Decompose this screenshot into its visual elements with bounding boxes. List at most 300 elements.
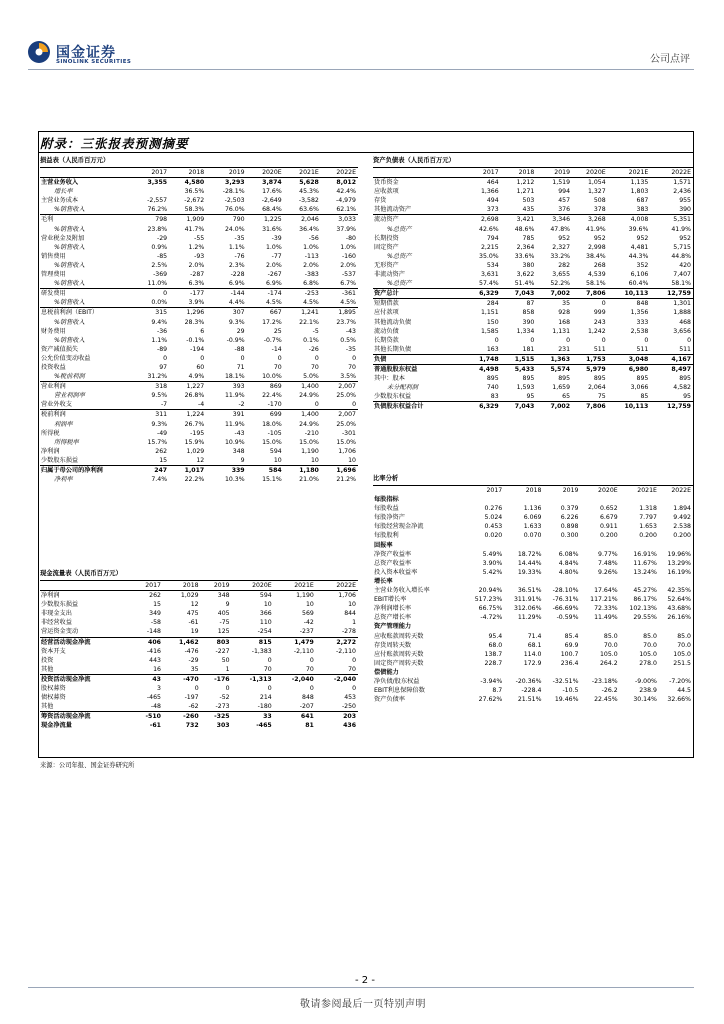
row-label: 非经营收益: [41, 619, 72, 627]
cell-value: -28.10%: [552, 587, 579, 595]
cell-value: 1.2%: [188, 243, 205, 251]
cell-value: 10.9%: [224, 438, 245, 446]
table-row: [373, 632, 693, 641]
row-label: 资本开支: [41, 647, 66, 655]
cell-value: 10.0%: [247, 372, 284, 382]
cell-value: 70: [273, 363, 282, 371]
year-header-row: [373, 168, 693, 178]
row-label: 少数股东损益: [40, 456, 132, 466]
cell-value: 348: [232, 447, 245, 455]
cell-value: 41.9%: [586, 225, 606, 233]
cell-value: -26.2: [601, 687, 618, 695]
cell-value: 70.0: [643, 641, 657, 649]
row-label: 其他流动资产: [373, 205, 465, 215]
cell-value: 114.0: [523, 650, 542, 658]
cell-value: 181: [501, 345, 537, 355]
page-header: [0, 0, 724, 80]
cell-value: 278.0: [639, 659, 657, 667]
cell-value: 48.6%: [514, 225, 535, 233]
row-label: 其中：股本: [374, 375, 405, 383]
cell-value: 1,659: [552, 384, 571, 392]
cell-value: 0.0%: [132, 298, 169, 308]
cell-value: 508: [593, 197, 606, 205]
balance-title: 资产负债表（人民币百万元）: [373, 154, 693, 168]
cell-value: 0: [321, 400, 358, 410]
cell-value: 1,515: [501, 354, 537, 364]
cell-value: 21.0%: [299, 476, 319, 484]
cell-value: -93: [194, 252, 205, 260]
cell-value: 72.33%: [594, 605, 618, 613]
cell-value: [543, 577, 580, 586]
cell-value: 37.9%: [336, 225, 356, 233]
cell-value: 203: [343, 713, 356, 721]
cell-value: 9.3%: [228, 318, 245, 326]
cell-value: -2: [206, 400, 246, 410]
cell-value: 95: [650, 392, 693, 402]
cell-value: 2.0%: [265, 261, 282, 269]
cell-value: 29: [236, 327, 245, 335]
cell-value: 8,497: [671, 365, 691, 373]
table-row: [373, 299, 693, 309]
cell-value: 6.226: [560, 514, 579, 522]
cell-value: 740: [486, 384, 499, 392]
table-row: [373, 234, 693, 243]
cell-value: 383: [608, 205, 651, 215]
row-label: 应付款项: [374, 309, 399, 317]
cell-value: 9: [206, 456, 246, 466]
cell-value: 1: [352, 619, 356, 627]
income-table: [40, 168, 358, 484]
table-row: [40, 279, 358, 289]
cell-value: 6: [200, 327, 205, 335]
cell-value: -267: [267, 271, 282, 279]
row-label: 存货周转天数: [374, 641, 412, 649]
row-label: 每股股利: [374, 532, 399, 540]
row-label: 归属于母公司的净利润: [41, 467, 103, 474]
cell-value: -58: [150, 619, 161, 627]
cell-value: 18.1%: [206, 372, 246, 382]
table-row: [373, 513, 693, 522]
cell-value: 848: [302, 694, 314, 702]
cell-value: 22.4%: [262, 392, 282, 400]
cell-value: 1.318: [639, 505, 657, 513]
cell-value: [659, 541, 693, 550]
cell-value: 11.9%: [224, 420, 245, 428]
cell-value: 70: [274, 665, 316, 675]
cell-value: 44.8%: [671, 252, 691, 260]
cell-value: 24.9%: [299, 420, 319, 428]
cell-value: 0.300: [560, 532, 579, 540]
cell-value: 81: [305, 722, 314, 730]
cell-value: 1,017: [184, 467, 205, 474]
cell-value: 214: [259, 694, 272, 702]
cell-value: 436: [343, 722, 356, 730]
cell-value: 311.91%: [513, 596, 542, 604]
cell-value: 70: [316, 665, 358, 675]
cell-value: 1,029: [186, 447, 205, 455]
cell-value: [504, 668, 543, 677]
table-row: [373, 522, 693, 531]
cell-value: 1,151: [480, 309, 499, 317]
row-label: 销售费用: [41, 252, 66, 260]
row-label: 负债: [373, 354, 465, 364]
year-header: 2020E: [572, 168, 608, 178]
cell-value: -56: [308, 234, 319, 242]
row-label: 无形资产: [374, 261, 399, 269]
cell-value: 262: [149, 592, 161, 600]
table-row: [373, 308, 693, 317]
cell-value: 117.21%: [590, 596, 618, 604]
row-label: 净资产收益率: [374, 550, 412, 558]
row-label: 资产总计: [373, 289, 465, 299]
income-title: 损益表（人民币百万元）: [40, 154, 358, 168]
cell-value: 35: [562, 300, 571, 308]
row-label: %总资产: [387, 225, 412, 233]
cell-value: 315: [155, 309, 168, 317]
cell-value: 11.29%: [517, 614, 542, 622]
cell-value: 4,580: [184, 179, 205, 187]
cell-value: 17.64%: [594, 587, 618, 595]
cell-value: 3,048: [608, 354, 651, 364]
cell-value: 1,571: [673, 179, 691, 187]
cell-value: -88: [234, 345, 245, 353]
cell-value: 168: [558, 318, 571, 326]
table-row: [40, 656, 358, 665]
table-row: [373, 345, 693, 355]
row-label: 资产减值损失: [41, 345, 79, 353]
cell-value: 26.16%: [667, 614, 691, 622]
row-label: %销售收入: [54, 318, 85, 326]
row-label: 息税前利润（EBIT）: [41, 309, 99, 317]
cell-value: 0.070: [523, 532, 542, 540]
cell-value: -2,672: [184, 197, 205, 205]
row-label: %总资产: [373, 279, 465, 289]
cell-value: -383: [304, 271, 319, 279]
cell-value: 4,008: [630, 216, 649, 224]
cell-value: 284: [486, 300, 499, 308]
cell-value: 58.1%: [572, 279, 608, 289]
cell-value: 70.0: [677, 641, 691, 649]
cell-value: 5,715: [673, 243, 691, 251]
cell-value: 1.894: [673, 505, 691, 513]
cell-value: 794: [486, 234, 499, 242]
cell-value: 928: [558, 309, 571, 317]
cell-value: -476: [184, 647, 199, 655]
cell-value: 366: [259, 610, 272, 618]
cell-value: 42.4%: [336, 188, 356, 196]
table-row: [40, 187, 358, 196]
cell-value: 262: [155, 447, 168, 455]
cell-value: -197: [184, 694, 199, 702]
cell-value: 282: [558, 261, 571, 269]
cell-value: 3,631: [480, 271, 499, 279]
cell-value: 339: [231, 467, 245, 474]
row-label: 普通股股东权益: [374, 365, 418, 373]
row-label: 其他: [40, 702, 132, 712]
cell-value: 15: [132, 456, 169, 466]
cell-value: -89: [157, 345, 168, 353]
cell-value: [465, 577, 504, 586]
cell-value: 2,998: [587, 243, 606, 251]
cell-value: 31.6%: [262, 225, 282, 233]
cell-value: 76.2%: [132, 205, 169, 215]
cell-value: 14.44%: [517, 559, 542, 567]
row-label: 营业外收支: [40, 400, 132, 410]
cell-value: 6.8%: [284, 279, 321, 289]
cell-value: 0: [200, 354, 205, 362]
cell-value: -465: [146, 694, 161, 702]
cell-value: 17.6%: [262, 188, 282, 196]
cell-value: -77: [271, 252, 282, 260]
cell-value: 7,002: [536, 289, 572, 299]
cell-value: 75: [572, 392, 608, 402]
cell-value: -0.7%: [263, 336, 282, 344]
cell-value: 32.66%: [667, 696, 691, 704]
cell-value: [504, 495, 543, 504]
table-row: [373, 622, 693, 631]
cell-value: 7.48%: [598, 559, 618, 567]
table-row: [40, 420, 358, 429]
cell-value: -9.00%: [635, 677, 657, 685]
cell-value: 994: [558, 188, 571, 196]
row-label: %销售收入: [54, 261, 85, 269]
cell-value: 251.5: [673, 659, 691, 667]
cell-value: 33.6%: [514, 252, 535, 260]
cell-value: 22.1%: [299, 318, 319, 326]
cell-value: -260: [183, 713, 199, 721]
appendix-title: 附录：三张报表预测摘要: [40, 136, 189, 151]
cell-value: 0: [194, 685, 199, 693]
cell-value: 68.0: [488, 641, 503, 649]
cell-value: -4: [169, 400, 206, 410]
row-label: 流动资产: [374, 216, 399, 224]
cell-value: 534: [486, 261, 499, 269]
cell-value: 1.1%: [151, 336, 168, 344]
cell-value: 4.9%: [169, 372, 206, 382]
cell-value: -23.18%: [591, 677, 618, 685]
cell-value: 24.9%: [299, 392, 319, 400]
row-label: 负债股东权益合计: [374, 403, 424, 411]
cell-value: -2,040: [333, 675, 356, 683]
cell-value: 105.0: [599, 650, 618, 658]
cell-value: -2,557: [147, 197, 168, 205]
cell-value: -278: [316, 627, 358, 637]
cell-value: -2,110: [293, 647, 314, 655]
cell-value: 0: [644, 336, 649, 344]
cell-value: 13.24%: [633, 568, 657, 576]
cell-value: 1,888: [673, 309, 691, 317]
cell-value: 5.49%: [482, 550, 503, 558]
cell-value: 85.4: [564, 632, 579, 640]
cell-value: 83: [465, 392, 501, 402]
row-label: 每股收益: [374, 505, 399, 513]
year-header: 2022E: [650, 168, 693, 178]
cell-value: -228.4: [521, 687, 542, 695]
cell-value: 0: [309, 656, 314, 664]
cell-value: 0: [163, 290, 168, 298]
cell-value: -0.1%: [186, 336, 205, 344]
cell-value: 4,498: [479, 365, 499, 373]
row-label: 经营活动现金净流: [41, 638, 91, 646]
table-row: [40, 298, 358, 308]
cell-value: 0: [163, 354, 168, 362]
cell-value: 1: [201, 665, 232, 675]
cell-value: 895: [486, 375, 499, 383]
table-row: [40, 382, 358, 392]
cell-value: 6.069: [523, 514, 542, 522]
cell-value: 815: [258, 638, 272, 646]
row-label: 债权募资: [41, 694, 66, 702]
cell-value: 62.1%: [321, 205, 358, 215]
cell-value: 594: [259, 592, 272, 600]
row-label: 现金净流量: [41, 722, 72, 730]
cell-value: 3,355: [147, 179, 168, 187]
cell-value: 7,407: [673, 271, 691, 279]
cell-value: -537: [341, 271, 356, 279]
table-row: [373, 559, 693, 568]
year-header: 2019: [536, 168, 572, 178]
row-label: 主营业务收入增长率: [374, 587, 430, 595]
table-row: [40, 308, 358, 318]
cell-value: -7.20%: [669, 677, 691, 685]
cell-value: 23.7%: [336, 318, 356, 326]
row-label: 总资产收益率: [374, 559, 412, 567]
cell-value: 10: [348, 601, 356, 609]
row-label: 净利润增长率: [374, 605, 412, 613]
cell-value: -510: [145, 713, 161, 721]
cell-value: -75: [219, 619, 230, 627]
cell-value: -0.59%: [556, 614, 579, 622]
ratio-table: [373, 486, 693, 704]
cell-value: -55: [194, 234, 205, 242]
cell-value: 3,346: [552, 216, 571, 224]
cell-value: 5.024: [484, 514, 503, 522]
cell-value: 29.55%: [633, 614, 657, 622]
cell-value: -325: [214, 713, 230, 721]
table-row: [373, 318, 693, 327]
cell-value: 15.7%: [147, 438, 168, 446]
table-row: [40, 627, 358, 637]
cell-value: [504, 541, 543, 550]
cell-value: 7.797: [639, 514, 657, 522]
source-note: 来源：公司年报、国金证券研究所: [40, 762, 135, 769]
cell-value: [543, 668, 580, 677]
table-row: [40, 318, 358, 327]
cell-value: 1,334: [516, 327, 535, 335]
table-row: [373, 577, 693, 586]
table-row: [40, 721, 358, 730]
cell-value: 7,806: [572, 289, 608, 299]
cell-value: 21.2%: [336, 476, 356, 484]
cell-value: 66.75%: [478, 605, 503, 613]
table-row: [40, 637, 358, 647]
cell-value: 12: [190, 601, 199, 609]
cell-value: 1,803: [630, 188, 649, 196]
cell-value: -48: [132, 702, 163, 712]
year-header: 2017: [486, 487, 503, 494]
cell-value: 0: [352, 685, 356, 693]
cell-value: 25.0%: [336, 392, 356, 400]
cell-value: 100.7: [560, 650, 579, 658]
row-label: 回报率: [374, 541, 393, 549]
cell-value: 1.0%: [340, 243, 356, 251]
cell-value: [659, 622, 693, 631]
cell-value: 667: [269, 309, 282, 317]
cell-value: 5,628: [299, 179, 319, 187]
header-blank: [373, 168, 465, 178]
row-label: 净利率: [54, 476, 73, 484]
cell-value: 1,296: [186, 309, 205, 317]
row-label: 净利润: [41, 447, 60, 455]
cell-value: 52.2%: [536, 279, 572, 289]
cell-value: 952: [593, 234, 606, 242]
cell-value: 15.0%: [262, 438, 282, 446]
cell-value: 1,753: [572, 354, 608, 364]
cell-value: -2,110: [336, 647, 356, 655]
cell-value: -2,040: [291, 675, 314, 683]
cell-value: 858: [522, 309, 535, 317]
cell-value: -174: [267, 290, 282, 298]
cell-value: 11.49%: [594, 614, 618, 622]
cell-value: -26: [308, 345, 319, 353]
cell-value: 43.68%: [667, 605, 691, 613]
cell-value: 18.72%: [517, 550, 542, 558]
table-row: [373, 604, 693, 613]
cell-value: 420: [679, 261, 691, 269]
table-row: [40, 466, 358, 476]
cell-value: 41.7%: [184, 225, 205, 233]
cell-value: 798: [155, 216, 168, 224]
cell-value: 28.3%: [184, 318, 205, 326]
cell-value: 785: [522, 234, 535, 242]
cell-value: 4,582: [673, 384, 691, 392]
cell-value: 20.94%: [478, 587, 503, 595]
cell-value: 503: [522, 197, 535, 205]
cell-value: 60: [196, 363, 205, 371]
cell-value: -228: [230, 271, 245, 279]
cell-value: -80: [345, 234, 356, 242]
table-row: [40, 243, 358, 252]
cell-value: 243: [593, 318, 606, 326]
cell-value: 16.19%: [667, 568, 691, 576]
cell-value: -273: [201, 702, 232, 712]
cell-value: 57.4%: [465, 279, 501, 289]
cell-value: -35: [345, 345, 356, 353]
table-row: [373, 261, 693, 270]
cell-value: 7,043: [514, 403, 535, 411]
cell-value: 68.1: [527, 641, 542, 649]
row-label: 长期投资: [374, 234, 399, 242]
cell-value: 58.3%: [169, 205, 206, 215]
cell-value: [504, 622, 543, 631]
cell-value: 803: [216, 638, 230, 646]
row-label: 非流动资产: [374, 271, 405, 279]
cell-value: [620, 622, 659, 631]
year-header: 2018: [169, 168, 206, 178]
row-label: 所得税: [41, 429, 60, 437]
cell-value: 58.1%: [650, 279, 693, 289]
cell-value: 27.62%: [478, 696, 503, 704]
cell-value: 0: [314, 354, 319, 362]
cell-value: 517.23%: [474, 596, 503, 604]
cell-value: 3,421: [516, 216, 535, 224]
cell-value: 3: [157, 685, 161, 693]
table-row: [373, 677, 693, 686]
year-header: 2019: [206, 168, 246, 178]
cell-value: 6,106: [630, 271, 649, 279]
cell-value: 2,046: [301, 216, 319, 224]
cell-value: -4.72%: [480, 614, 503, 622]
